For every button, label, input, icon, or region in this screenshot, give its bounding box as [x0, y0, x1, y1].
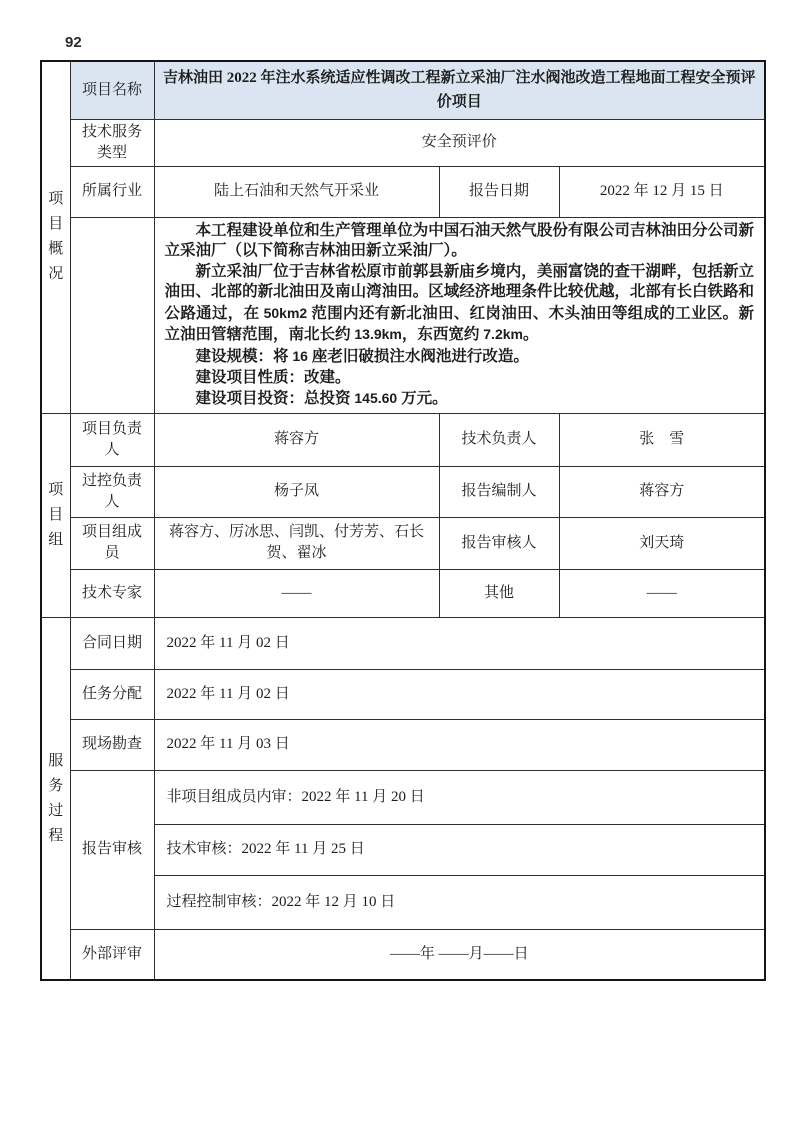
tech-leader-value: 张 雪: [559, 413, 765, 466]
report-date-value: 2022 年 12 月 15 日: [559, 166, 765, 217]
other-label: 其他: [439, 569, 559, 617]
section-label-team-text: 项目组: [48, 481, 64, 548]
overview-paragraph: 本工程建设单位和生产管理单位为中国石油天然气股份有限公司吉林油田分公司新立采油厂（以下简称吉林油田新立采油厂）。: [164, 221, 755, 260]
table-row: [41, 166, 765, 217]
report-writer-value: 蒋容方: [559, 466, 765, 517]
table-row: [41, 466, 765, 517]
team-members-value: 蒋容方、厉冰思、闫凯、付芳芳、石长贺、翟冰: [154, 517, 439, 569]
project-info-table: [40, 60, 766, 981]
overview-paragraph: 新立采油厂位于吉林省松原市前郭县新庙乡境内，美丽富饶的查干湖畔，包括新立油田、北部的新北油田及南山湾油田。区域经济地理条件比较优越，北部有长白铁路和公路通过，在 50km2 范围内还有新北油田、红岗油田、木头油田等组成的工业区。新立油田管辖范围，南北长约 13.9km，东西宽约 7.2km。: [164, 262, 755, 344]
process-control-leader-label: 过控负责人: [70, 466, 154, 517]
project-leader-label: 项目负责人: [70, 413, 154, 466]
section-label-overview-text: 项目概况: [48, 191, 64, 283]
site-survey-value: 2022 年 11 月 03 日: [154, 719, 765, 770]
table-row: [41, 770, 765, 824]
section-label-process-text: 服务过程: [48, 752, 64, 844]
table-row: [41, 517, 765, 569]
service-type-label: 技术服务类型: [70, 119, 154, 166]
report-reviewer-label: 报告审核人: [439, 517, 559, 569]
external-review-value: ——年 ——月——日: [154, 929, 765, 980]
team-members-label: 项目组成员: [70, 517, 154, 569]
section-label-overview: [41, 61, 70, 413]
table-row: [41, 119, 765, 166]
other-value: ——: [559, 569, 765, 617]
report-writer-label: 报告编制人: [439, 466, 559, 517]
process-control-review-value: 过程控制审核：2022 年 12 月 10 日: [154, 875, 765, 929]
tech-expert-label: 技术专家: [70, 569, 154, 617]
task-assignment-value: 2022 年 11 月 02 日: [154, 669, 765, 719]
table-row: [41, 669, 765, 719]
page-number: 92: [65, 34, 82, 51]
table-row: [41, 617, 765, 669]
report-review-label: 报告审核: [70, 770, 154, 929]
task-assignment-label: 任务分配: [70, 669, 154, 719]
overview-label-spacer: [70, 217, 154, 413]
project-name-value: 吉林油田 2022 年注水系统适应性调改工程新立采油厂注水阀池改造工程地面工程安全预评价项目: [154, 61, 765, 119]
site-survey-label: 现场勘查: [70, 719, 154, 770]
section-label-process: [41, 617, 70, 980]
overview-paragraph: 建设项目投资：总投资 145.60 万元。: [195, 390, 448, 408]
overview-paragraph: 建设规模：将 16 座老旧破损注水阀池进行改造。: [195, 348, 529, 366]
table-row: [41, 61, 765, 119]
table-row: [41, 719, 765, 770]
section-label-team: [41, 413, 70, 617]
service-type-value: 安全预评价: [154, 119, 765, 166]
tech-expert-value: ——: [154, 569, 439, 617]
contract-date-value: 2022 年 11 月 02 日: [154, 617, 765, 669]
table-row: [41, 217, 765, 413]
tech-leader-label: 技术负责人: [439, 413, 559, 466]
project-name-label: 项目名称: [70, 61, 154, 119]
table-row: [41, 569, 765, 617]
report-reviewer-value: 刘天琦: [559, 517, 765, 569]
industry-value: 陆上石油和天然气开采业: [154, 166, 439, 217]
overview-paragraphs: [154, 217, 765, 413]
contract-date-label: 合同日期: [70, 617, 154, 669]
external-review-label: 外部评审: [70, 929, 154, 980]
report-date-label: 报告日期: [439, 166, 559, 217]
table-row: [41, 929, 765, 980]
overview-paragraph: 建设项目性质：改建。: [195, 368, 351, 386]
technical-review-value: 技术审核：2022 年 11 月 25 日: [154, 824, 765, 875]
industry-label: 所属行业: [70, 166, 154, 217]
project-leader-value: 蒋容方: [154, 413, 439, 466]
process-control-leader-value: 杨子凤: [154, 466, 439, 517]
table-row: [41, 413, 765, 466]
internal-review-value: 非项目组成员内审：2022 年 11 月 20 日: [154, 770, 765, 824]
